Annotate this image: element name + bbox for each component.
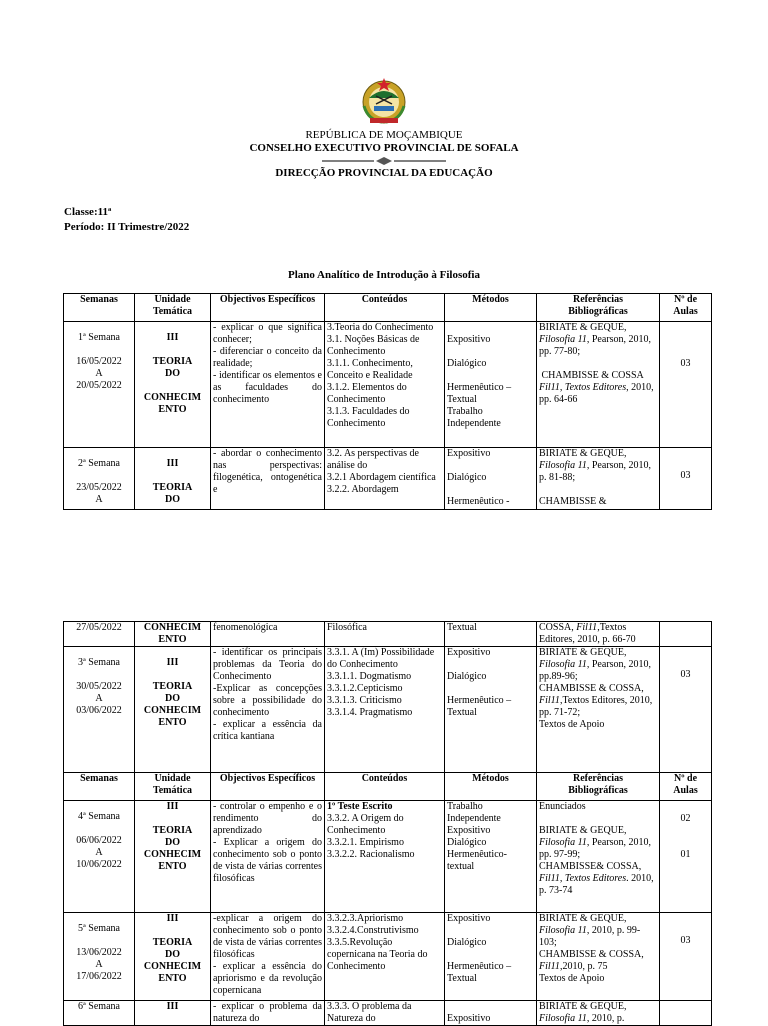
semana-cell: 27/05/2022 <box>64 622 135 647</box>
table-row <box>64 647 712 773</box>
col-objectivos: Objectivos Específicos <box>211 294 325 322</box>
col-unidade: Unidade Temática <box>135 773 211 801</box>
table-row <box>64 1001 712 1026</box>
semana-cell: 5ª Semana 13/06/2022 A 17/06/2022 <box>64 913 135 1001</box>
aulas-cell: 03 <box>660 448 712 510</box>
plan-table-page1 <box>63 293 712 510</box>
objectivos-cell: - abordar o conhecimento nas perspectivas: filogenética, ontogenética e <box>211 448 325 510</box>
unidade-cell: CONHECIM ENTO <box>135 622 211 647</box>
col-conteudos: Conteúdos <box>325 294 445 322</box>
aulas-cell: 03 <box>660 913 712 1001</box>
col-metodos: Métodos <box>445 294 537 322</box>
referencias-cell: BIRIATE & GEQUE, Filosofia 11, Pearson, 2010, pp.89-96; CHAMBISSE & COSSA, Fil11,Textos Editores, 2010, pp. 71-72; Textos de Apoio <box>537 647 660 773</box>
referencias-cell: BIRIATE & GEQUE, Filosofia 11, Pearson, 2010, pp. 77-80; CHAMBISSE & COSSA Fil11, Textos Editores, 2010, pp. 64-66 <box>537 322 660 448</box>
council-name: CONSELHO EXECUTIVO PROVINCIAL DE SOFALA <box>249 142 519 154</box>
objectivos-cell: - explicar o problema da natureza do <box>211 1001 325 1026</box>
republic-name: REPÚBLICA DE MOÇAMBIQUE <box>305 129 463 141</box>
table-row <box>64 622 712 647</box>
unidade-cell: III TEORIA DO CONHECIM ENTO <box>135 647 211 773</box>
col-objectivos: Objectivos Específicos <box>211 773 325 801</box>
referencias-cell: Enunciados BIRIATE & GEQUE, Filosofia 11, Pearson, 2010, pp. 97-99; CHAMBISSE& COSSA, Fil11, Textos Editores. 2010, p. 73-74 <box>537 801 660 913</box>
referencias-cell: BIRIATE & GEQUE, Filosofia 11, Pearson, 2010, p. 81-88; CHAMBISSE & <box>537 448 660 510</box>
metodos-cell: Expositivo Dialógico Hermenêutico – Textual Trabalho Independente <box>445 322 537 448</box>
metodos-cell: Textual <box>445 622 537 647</box>
semana-cell: 6ª Semana <box>64 1001 135 1026</box>
directorate-name: DIRECÇÃO PROVINCIAL DA EDUCAÇÃO <box>275 167 493 179</box>
objectivos-cell: - explicar o que significa conhecer; - diferenciar o conceito da realidade; - identificar os elementos e as faculdades do conhecimento <box>211 322 325 448</box>
col-metodos: Métodos <box>445 773 537 801</box>
conteudos-cell: Filosófica <box>325 622 445 647</box>
objectivos-cell: - controlar o empenho e o rendimento do aprendizado - Explicar a origem do conhecimento sob o ponto de vista de várias correntes filosóficas <box>211 801 325 913</box>
unidade-cell: III TEORIA DO <box>135 448 211 510</box>
table-row <box>64 448 712 510</box>
col-aulas: Nº de Aulas <box>660 294 712 322</box>
periodo-label: Período: II Trimestre/2022 <box>64 221 190 233</box>
col-referencias: Referências Bibliográficas <box>537 294 660 322</box>
conteudos-cell: 3.Teoria do Conhecimento 3.1. Noções Básicas de Conhecimento 3.1.1. Conhecimento, Conceito e Realidade 3.1.2. Elementos do Conhecimento 3.1.3. Faculdades do Conhecimento <box>325 322 445 448</box>
conteudos-cell: 3.3.3. O problema da Natureza do <box>325 1001 445 1026</box>
aulas-cell <box>660 1001 712 1026</box>
semana-cell: 4ª Semana 06/06/2022 A 10/06/2022 <box>64 801 135 913</box>
conteudos-cell: 3.3.1. A (Im) Possibilidade do Conhecimento 3.3.1.1. Dogmatismo 3.3.1.2.Cepticismo 3.3.1.3. Criticismo 3.3.1.4. Pragmatismo <box>325 647 445 773</box>
unidade-cell: III TEORIA DO CONHECIM ENTO <box>135 322 211 448</box>
unidade-cell: III <box>135 1001 211 1026</box>
col-referencias: Referências Bibliográficas <box>537 773 660 801</box>
table-row <box>64 913 712 1001</box>
col-aulas: Nº de Aulas <box>660 773 712 801</box>
objectivos-cell: - identificar os principais problemas da Teoria do Conhecimento -Explicar as concepções sobre a possibilidade do conhecimento - explicar a essência da crítica kantiana <box>211 647 325 773</box>
table-row <box>64 801 712 913</box>
metodos-cell: Expositivo Dialógico Hermenêutico – Textual <box>445 647 537 773</box>
aulas-cell: 03 <box>660 647 712 773</box>
semana-cell: 1ª Semana 16/05/2022 A 20/05/2022 <box>64 322 135 448</box>
semana-cell: 2ª Semana 23/05/2022 A <box>64 448 135 510</box>
semana-cell: 3ª Semana 30/05/2022 A 03/06/2022 <box>64 647 135 773</box>
metodos-cell: Expositivo Dialógico Hermenêutico – Textual <box>445 913 537 1001</box>
aulas-cell: 02 01 <box>660 801 712 913</box>
table-row <box>64 322 712 448</box>
unidade-cell: III TEORIA DO CONHECIM ENTO <box>135 801 211 913</box>
conteudos-cell: 3.3.2.3.Apriorismo 3.3.2.4.Construtivismo 3.3.5.Revolução copernicana na Teoria do Conhecimento <box>325 913 445 1001</box>
aulas-cell: 03 <box>660 322 712 448</box>
col-semanas: Semanas <box>64 294 135 322</box>
plan-table-page2 <box>63 621 712 1026</box>
conteudos-cell: 3.2. As perspectivas de análise do 3.2.1 Abordagem científica 3.2.2. Abordagem <box>325 448 445 510</box>
table-header-row <box>64 294 712 322</box>
objectivos-cell: fenomenológica <box>211 622 325 647</box>
metodos-cell: Expositivo Dialógico Hermenêutico - <box>445 448 537 510</box>
conteudos-cell: 1º Teste Escrito 3.3.2. A Origem do Conhecimento 3.3.2.1. Empirismo 3.3.2.2. Racionalismo <box>325 801 445 913</box>
col-unidade: Unidade Temática <box>135 294 211 322</box>
classe-label: Classe:11ª <box>64 206 112 218</box>
table-header-row <box>64 773 712 801</box>
objectivos-cell: -explicar a origem do conhecimento sob o ponto de vista de várias correntes filosóficas - explicar a essência do apriorismo e da revolução copernicana <box>211 913 325 1001</box>
col-conteudos: Conteúdos <box>325 773 445 801</box>
referencias-cell: COSSA, Fil11,Textos Editores, 2010, p. 66-70 <box>537 622 660 647</box>
mozambique-emblem <box>360 76 408 126</box>
plan-title: Plano Analítico de Introdução à Filosofia <box>287 269 480 281</box>
aulas-cell <box>660 622 712 647</box>
referencias-cell: BIRIATE & GEQUE, Filosofia 11, 2010, p. 99-103; CHAMBISSE & COSSA, Fil11,2010, p. 75 Textos de Apoio <box>537 913 660 1001</box>
header-separator <box>322 155 446 167</box>
referencias-cell: BIRIATE & GEQUE, Filosofia 11, 2010, p. <box>537 1001 660 1026</box>
metodos-cell: Expositivo <box>445 1001 537 1026</box>
metodos-cell: Trabalho Independente Expositivo Dialógico Hermenêutico- textual <box>445 801 537 913</box>
col-semanas: Semanas <box>64 773 135 801</box>
unidade-cell: III TEORIA DO CONHECIM ENTO <box>135 913 211 1001</box>
